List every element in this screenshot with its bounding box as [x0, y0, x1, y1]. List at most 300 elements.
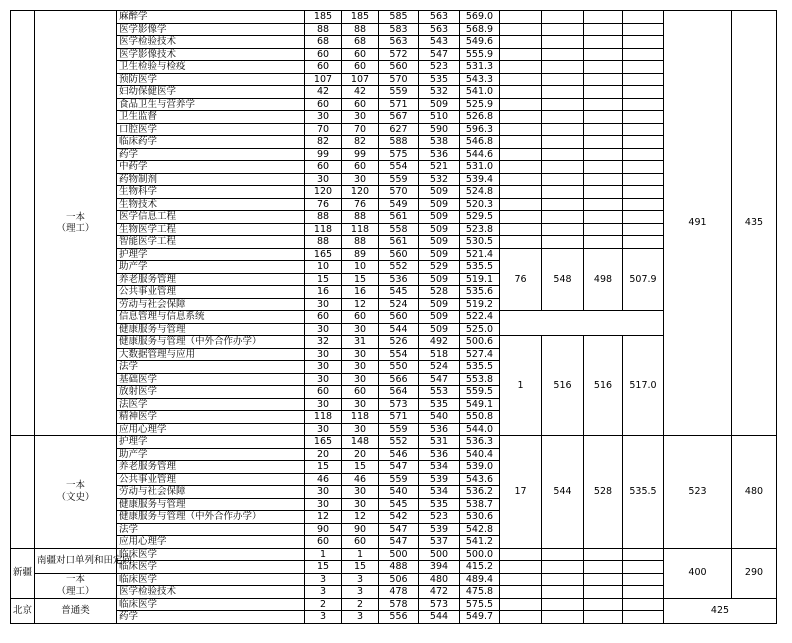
score-cell: 567: [379, 111, 419, 124]
score-cell: 546.8: [460, 136, 500, 149]
score-cell: 500: [379, 548, 419, 561]
major-name: 应用心理学: [117, 423, 305, 436]
empty-cell: [623, 211, 664, 224]
score-cell: 531.0: [460, 161, 500, 174]
score-cell: 519.2: [460, 298, 500, 311]
score-cell: 523: [419, 511, 460, 524]
major-name: 生物技术: [117, 198, 305, 211]
score-cell: 535.6: [460, 286, 500, 299]
empty-cell: [584, 573, 623, 586]
subtotal-cell: 17: [500, 436, 542, 549]
score-cell: 30: [305, 373, 342, 386]
empty-cell: [623, 223, 664, 236]
score-cell: 542: [379, 511, 419, 524]
score-cell: 12: [342, 511, 379, 524]
score-cell: 550: [379, 361, 419, 374]
score-cell: 509: [419, 273, 460, 286]
empty-cell: [623, 148, 664, 161]
score-cell: 88: [305, 23, 342, 36]
score-cell: 542.8: [460, 523, 500, 536]
score-cell: 544.0: [460, 423, 500, 436]
table-row: [11, 611, 777, 624]
empty-cell: [623, 548, 664, 561]
score-cell: 510: [419, 111, 460, 124]
major-name: 养老服务管理: [117, 273, 305, 286]
subtotal-cell: 516: [584, 336, 623, 436]
empty-cell: [500, 136, 542, 149]
table-row: [11, 148, 777, 161]
score-cell: 553: [419, 386, 460, 399]
major-name: 健康服务与管理: [117, 498, 305, 511]
score-cell: 107: [342, 73, 379, 86]
score-cell: 500: [419, 548, 460, 561]
major-name: 药学: [117, 148, 305, 161]
score-cell: 596.3: [460, 123, 500, 136]
empty-cell: [500, 236, 542, 249]
score-cell: 70: [342, 123, 379, 136]
batch-label: 一本: [65, 574, 85, 585]
empty-cell: [500, 186, 542, 199]
empty-cell: [584, 23, 623, 36]
score-cell: 478: [379, 586, 419, 599]
score-cell: 564: [379, 386, 419, 399]
major-name: 法学: [117, 523, 305, 536]
score-cell: 76: [305, 198, 342, 211]
score-cell: 575: [379, 148, 419, 161]
table-row: [11, 223, 777, 236]
score-cell: 489.4: [460, 573, 500, 586]
score-cell: 46: [305, 473, 342, 486]
score-cell: 547: [419, 48, 460, 61]
subtotal-cell: 548: [542, 248, 584, 311]
score-cell: 20: [342, 448, 379, 461]
score-cell: 60: [305, 98, 342, 111]
score-cell: 15: [342, 461, 379, 474]
table-row: [11, 548, 777, 561]
score-cell: 535: [419, 73, 460, 86]
province-cell: 新疆: [11, 548, 35, 598]
score-cell: 521.4: [460, 248, 500, 261]
empty-cell: [500, 548, 542, 561]
empty-cell: [542, 148, 584, 161]
score-cell: 99: [305, 148, 342, 161]
province-cell: [11, 11, 35, 436]
score-cell: 573: [379, 398, 419, 411]
score-cell: 536.3: [460, 436, 500, 449]
major-name: 医学检验技术: [117, 586, 305, 599]
table-row: [11, 311, 777, 324]
score-cell: 3: [342, 586, 379, 599]
score-cell: 545: [379, 286, 419, 299]
major-name: 食品卫生与营养学: [117, 98, 305, 111]
score-cell: 549.7: [460, 611, 500, 624]
table-row: [11, 23, 777, 36]
score-cell: 30: [342, 348, 379, 361]
score-cell: 544.6: [460, 148, 500, 161]
score-cell: 559: [379, 86, 419, 99]
table-row: [11, 11, 777, 24]
empty-cell: [542, 61, 584, 74]
score-cell: 88: [342, 236, 379, 249]
score-cell: 539: [419, 473, 460, 486]
score-cell: 60: [342, 98, 379, 111]
score-cell: 554: [379, 348, 419, 361]
major-name: 助产学: [117, 448, 305, 461]
score-cell: 539.4: [460, 173, 500, 186]
score-cell: 82: [342, 136, 379, 149]
score-cell: 60: [342, 161, 379, 174]
score-cell: 30: [305, 423, 342, 436]
score-cell: 547: [379, 461, 419, 474]
empty-cell: [542, 11, 584, 24]
score-cell: 42: [305, 86, 342, 99]
major-name: 中药学: [117, 161, 305, 174]
score-cell: 394: [419, 561, 460, 574]
score-cell: 527.4: [460, 348, 500, 361]
major-name: 护理学: [117, 436, 305, 449]
score-cell: 506: [379, 573, 419, 586]
empty-cell: [623, 23, 664, 36]
table-row: [11, 98, 777, 111]
major-name: 公共事业管理: [117, 473, 305, 486]
score-cell: 68: [305, 36, 342, 49]
score-cell: 546: [379, 448, 419, 461]
empty-cell: [500, 198, 542, 211]
score-cell: 60: [305, 536, 342, 549]
score-cell: 165: [305, 248, 342, 261]
empty-cell: [623, 36, 664, 49]
score-cell: 3: [342, 573, 379, 586]
score-cell: 529: [419, 261, 460, 274]
score-cell: 536: [379, 273, 419, 286]
empty-cell: [542, 173, 584, 186]
score-cell: 524: [419, 361, 460, 374]
empty-cell: [500, 161, 542, 174]
empty-cell: [623, 198, 664, 211]
batch-cell: 普通类: [35, 598, 117, 623]
major-name: 口腔医学: [117, 123, 305, 136]
score-cell: 16: [305, 286, 342, 299]
score-cell: 563: [379, 36, 419, 49]
score-cell: 547: [379, 536, 419, 549]
score-cell: 524: [379, 298, 419, 311]
score-cell: 536: [419, 448, 460, 461]
score-cell: 90: [305, 523, 342, 536]
major-name: 医学检验技术: [117, 36, 305, 49]
major-name: 劳动与社会保障: [117, 486, 305, 499]
table-row: [11, 111, 777, 124]
empty-cell: [584, 36, 623, 49]
empty-cell: [584, 173, 623, 186]
score-cell: 30: [305, 398, 342, 411]
empty-cell: [584, 11, 623, 24]
score-cell: 60: [342, 48, 379, 61]
score-cell: 68: [342, 36, 379, 49]
empty-cell: [500, 61, 542, 74]
score-cell: 118: [342, 411, 379, 424]
score-cell: 3: [305, 586, 342, 599]
empty-cell: [542, 211, 584, 224]
score-cell: 488: [379, 561, 419, 574]
empty-cell: [542, 573, 584, 586]
overall-min-cell: 523: [664, 436, 732, 549]
empty-cell: [623, 186, 664, 199]
score-cell: 88: [342, 23, 379, 36]
major-name: 法医学: [117, 398, 305, 411]
score-cell: 118: [305, 223, 342, 236]
empty-cell: [542, 48, 584, 61]
empty-cell: [584, 148, 623, 161]
empty-cell: [584, 548, 623, 561]
score-cell: 535: [419, 498, 460, 511]
score-cell: 60: [305, 311, 342, 324]
major-name: 临床医学: [117, 598, 305, 611]
score-cell: 415.2: [460, 561, 500, 574]
score-cell: 500.0: [460, 548, 500, 561]
score-cell: 60: [305, 386, 342, 399]
empty-cell: [542, 561, 584, 574]
score-cell: 30: [342, 111, 379, 124]
score-cell: 539.0: [460, 461, 500, 474]
score-cell: 30: [342, 373, 379, 386]
score-cell: 15: [305, 461, 342, 474]
score-cell: 526: [379, 336, 419, 349]
score-cell: 30: [342, 361, 379, 374]
empty-cell: [542, 586, 584, 599]
score-cell: 15: [342, 561, 379, 574]
table-row: [11, 436, 777, 449]
empty-cell: [542, 186, 584, 199]
table-row: [11, 186, 777, 199]
score-cell: 15: [305, 273, 342, 286]
score-cell: 544: [379, 323, 419, 336]
subtotal-cell: 517.0: [623, 336, 664, 436]
major-name: 临床药学: [117, 136, 305, 149]
score-cell: 30: [342, 486, 379, 499]
empty-cell: [584, 61, 623, 74]
empty-cell: [542, 111, 584, 124]
major-name: 信息管理与信息系统: [117, 311, 305, 324]
empty-cell: [500, 48, 542, 61]
score-cell: 30: [342, 398, 379, 411]
score-cell: 500.6: [460, 336, 500, 349]
score-cell: 31: [342, 336, 379, 349]
score-cell: 534: [419, 486, 460, 499]
empty-cell: [542, 598, 584, 611]
score-cell: 560: [379, 248, 419, 261]
major-name: 医学影像学: [117, 23, 305, 36]
score-cell: 16: [342, 286, 379, 299]
score-cell: 509: [419, 186, 460, 199]
major-name: 临床医学: [117, 573, 305, 586]
empty-cell: [500, 586, 542, 599]
score-cell: 509: [419, 98, 460, 111]
major-name: 健康服务与管理（中外合作办学）: [117, 511, 305, 524]
empty-cell: [584, 48, 623, 61]
score-cell: 572: [379, 48, 419, 61]
score-cell: 549: [379, 198, 419, 211]
score-cell: 575.5: [460, 598, 500, 611]
table-row: [11, 36, 777, 49]
empty-cell: [623, 11, 664, 24]
major-name: 基础医学: [117, 373, 305, 386]
score-cell: 554: [379, 161, 419, 174]
score-cell: 627: [379, 123, 419, 136]
score-cell: 509: [419, 223, 460, 236]
score-cell: 549.1: [460, 398, 500, 411]
table-body: [11, 11, 777, 624]
empty-cell: [542, 36, 584, 49]
score-cell: 552: [379, 436, 419, 449]
empty-cell: [623, 586, 664, 599]
empty-cell: [500, 211, 542, 224]
score-cell: 30: [342, 423, 379, 436]
score-cell: 120: [342, 186, 379, 199]
empty-cell: [500, 223, 542, 236]
empty-cell: [500, 36, 542, 49]
empty-cell: [584, 161, 623, 174]
score-cell: 10: [342, 261, 379, 274]
empty-cell: [542, 136, 584, 149]
score-cell: 545: [379, 498, 419, 511]
table-row: [11, 48, 777, 61]
score-cell: 526.8: [460, 111, 500, 124]
table-row: [11, 73, 777, 86]
score-cell: 543.6: [460, 473, 500, 486]
empty-cell: [500, 573, 542, 586]
score-cell: 30: [342, 323, 379, 336]
empty-cell: [500, 173, 542, 186]
score-cell: 570: [379, 73, 419, 86]
score-cell: 88: [342, 211, 379, 224]
score-cell: 536.2: [460, 486, 500, 499]
score-cell: 60: [305, 48, 342, 61]
score-cell: 535: [419, 398, 460, 411]
subtotal-cell: 76: [500, 248, 542, 311]
batch-cell: [35, 436, 117, 549]
score-cell: 566: [379, 373, 419, 386]
score-cell: 60: [342, 311, 379, 324]
table-row: [11, 236, 777, 249]
score-cell: 590: [419, 123, 460, 136]
score-cell: 76: [342, 198, 379, 211]
score-cell: 30: [305, 323, 342, 336]
empty-cell: [584, 123, 623, 136]
score-cell: 70: [305, 123, 342, 136]
score-cell: 3: [305, 573, 342, 586]
score-cell: 30: [305, 486, 342, 499]
score-cell: 30: [305, 298, 342, 311]
empty-cell: [500, 148, 542, 161]
major-name: 药学: [117, 611, 305, 624]
empty-cell: [542, 98, 584, 111]
control-line-cell: 480: [732, 436, 777, 549]
major-name: 卫生检验与检疫: [117, 61, 305, 74]
major-name: 精神医学: [117, 411, 305, 424]
score-cell: 60: [342, 61, 379, 74]
score-cell: 578: [379, 598, 419, 611]
stream-label: （文史）: [56, 491, 95, 503]
score-cell: 480: [419, 573, 460, 586]
score-cell: 120: [305, 186, 342, 199]
empty-cell: [584, 73, 623, 86]
table-row: [11, 198, 777, 211]
empty-cell: [623, 136, 664, 149]
score-cell: 509: [419, 323, 460, 336]
table-row: [11, 86, 777, 99]
major-name: 助产学: [117, 261, 305, 274]
score-cell: 185: [305, 11, 342, 24]
admission-score-table: [10, 10, 777, 624]
score-cell: 518: [419, 348, 460, 361]
control-line-cell: 425: [664, 598, 777, 623]
table-row: [11, 598, 777, 611]
major-name: 预防医学: [117, 73, 305, 86]
table-row: [11, 573, 777, 586]
score-cell: 521: [419, 161, 460, 174]
score-cell: 2: [342, 598, 379, 611]
subtotal-cell: 498: [584, 248, 623, 311]
empty-cell: [623, 86, 664, 99]
empty-cell: [584, 98, 623, 111]
score-cell: 522.4: [460, 311, 500, 324]
score-cell: 531.3: [460, 61, 500, 74]
score-cell: 523.8: [460, 223, 500, 236]
stream-label: （理工）: [56, 223, 95, 234]
major-name: 临床医学: [117, 548, 305, 561]
empty-cell: [623, 73, 664, 86]
score-cell: 549.6: [460, 36, 500, 49]
score-cell: 553.8: [460, 373, 500, 386]
score-cell: 538.7: [460, 498, 500, 511]
major-name: 放射医学: [117, 386, 305, 399]
empty-cell: [623, 48, 664, 61]
score-cell: 544: [419, 611, 460, 624]
table-row: [11, 561, 777, 574]
empty-cell: [584, 186, 623, 199]
major-name: 养老服务管理: [117, 461, 305, 474]
score-cell: 583: [379, 23, 419, 36]
score-cell: 3: [342, 611, 379, 624]
score-cell: 540: [419, 411, 460, 424]
empty-cell: [542, 611, 584, 624]
major-name: 智能医学工程: [117, 236, 305, 249]
major-name: 生物医学工程: [117, 223, 305, 236]
score-cell: 15: [342, 273, 379, 286]
empty-cell: [584, 86, 623, 99]
score-cell: 535.5: [460, 261, 500, 274]
major-name: 药物制剂: [117, 173, 305, 186]
major-name: 麻醉学: [117, 11, 305, 24]
major-name: 临床医学: [117, 561, 305, 574]
empty-cell: [500, 23, 542, 36]
score-cell: 88: [305, 211, 342, 224]
score-cell: 185: [342, 11, 379, 24]
score-cell: 15: [305, 561, 342, 574]
batch-cell: [35, 11, 117, 436]
score-cell: 524.8: [460, 186, 500, 199]
empty-cell: [500, 73, 542, 86]
major-name: 护理学: [117, 248, 305, 261]
score-cell: 60: [342, 536, 379, 549]
score-cell: 563: [419, 11, 460, 24]
table-row: [11, 61, 777, 74]
score-cell: 541.0: [460, 86, 500, 99]
table-row: [11, 161, 777, 174]
score-cell: 571: [379, 411, 419, 424]
major-name: 生物科学: [117, 186, 305, 199]
province-cell: 北京: [11, 598, 35, 623]
